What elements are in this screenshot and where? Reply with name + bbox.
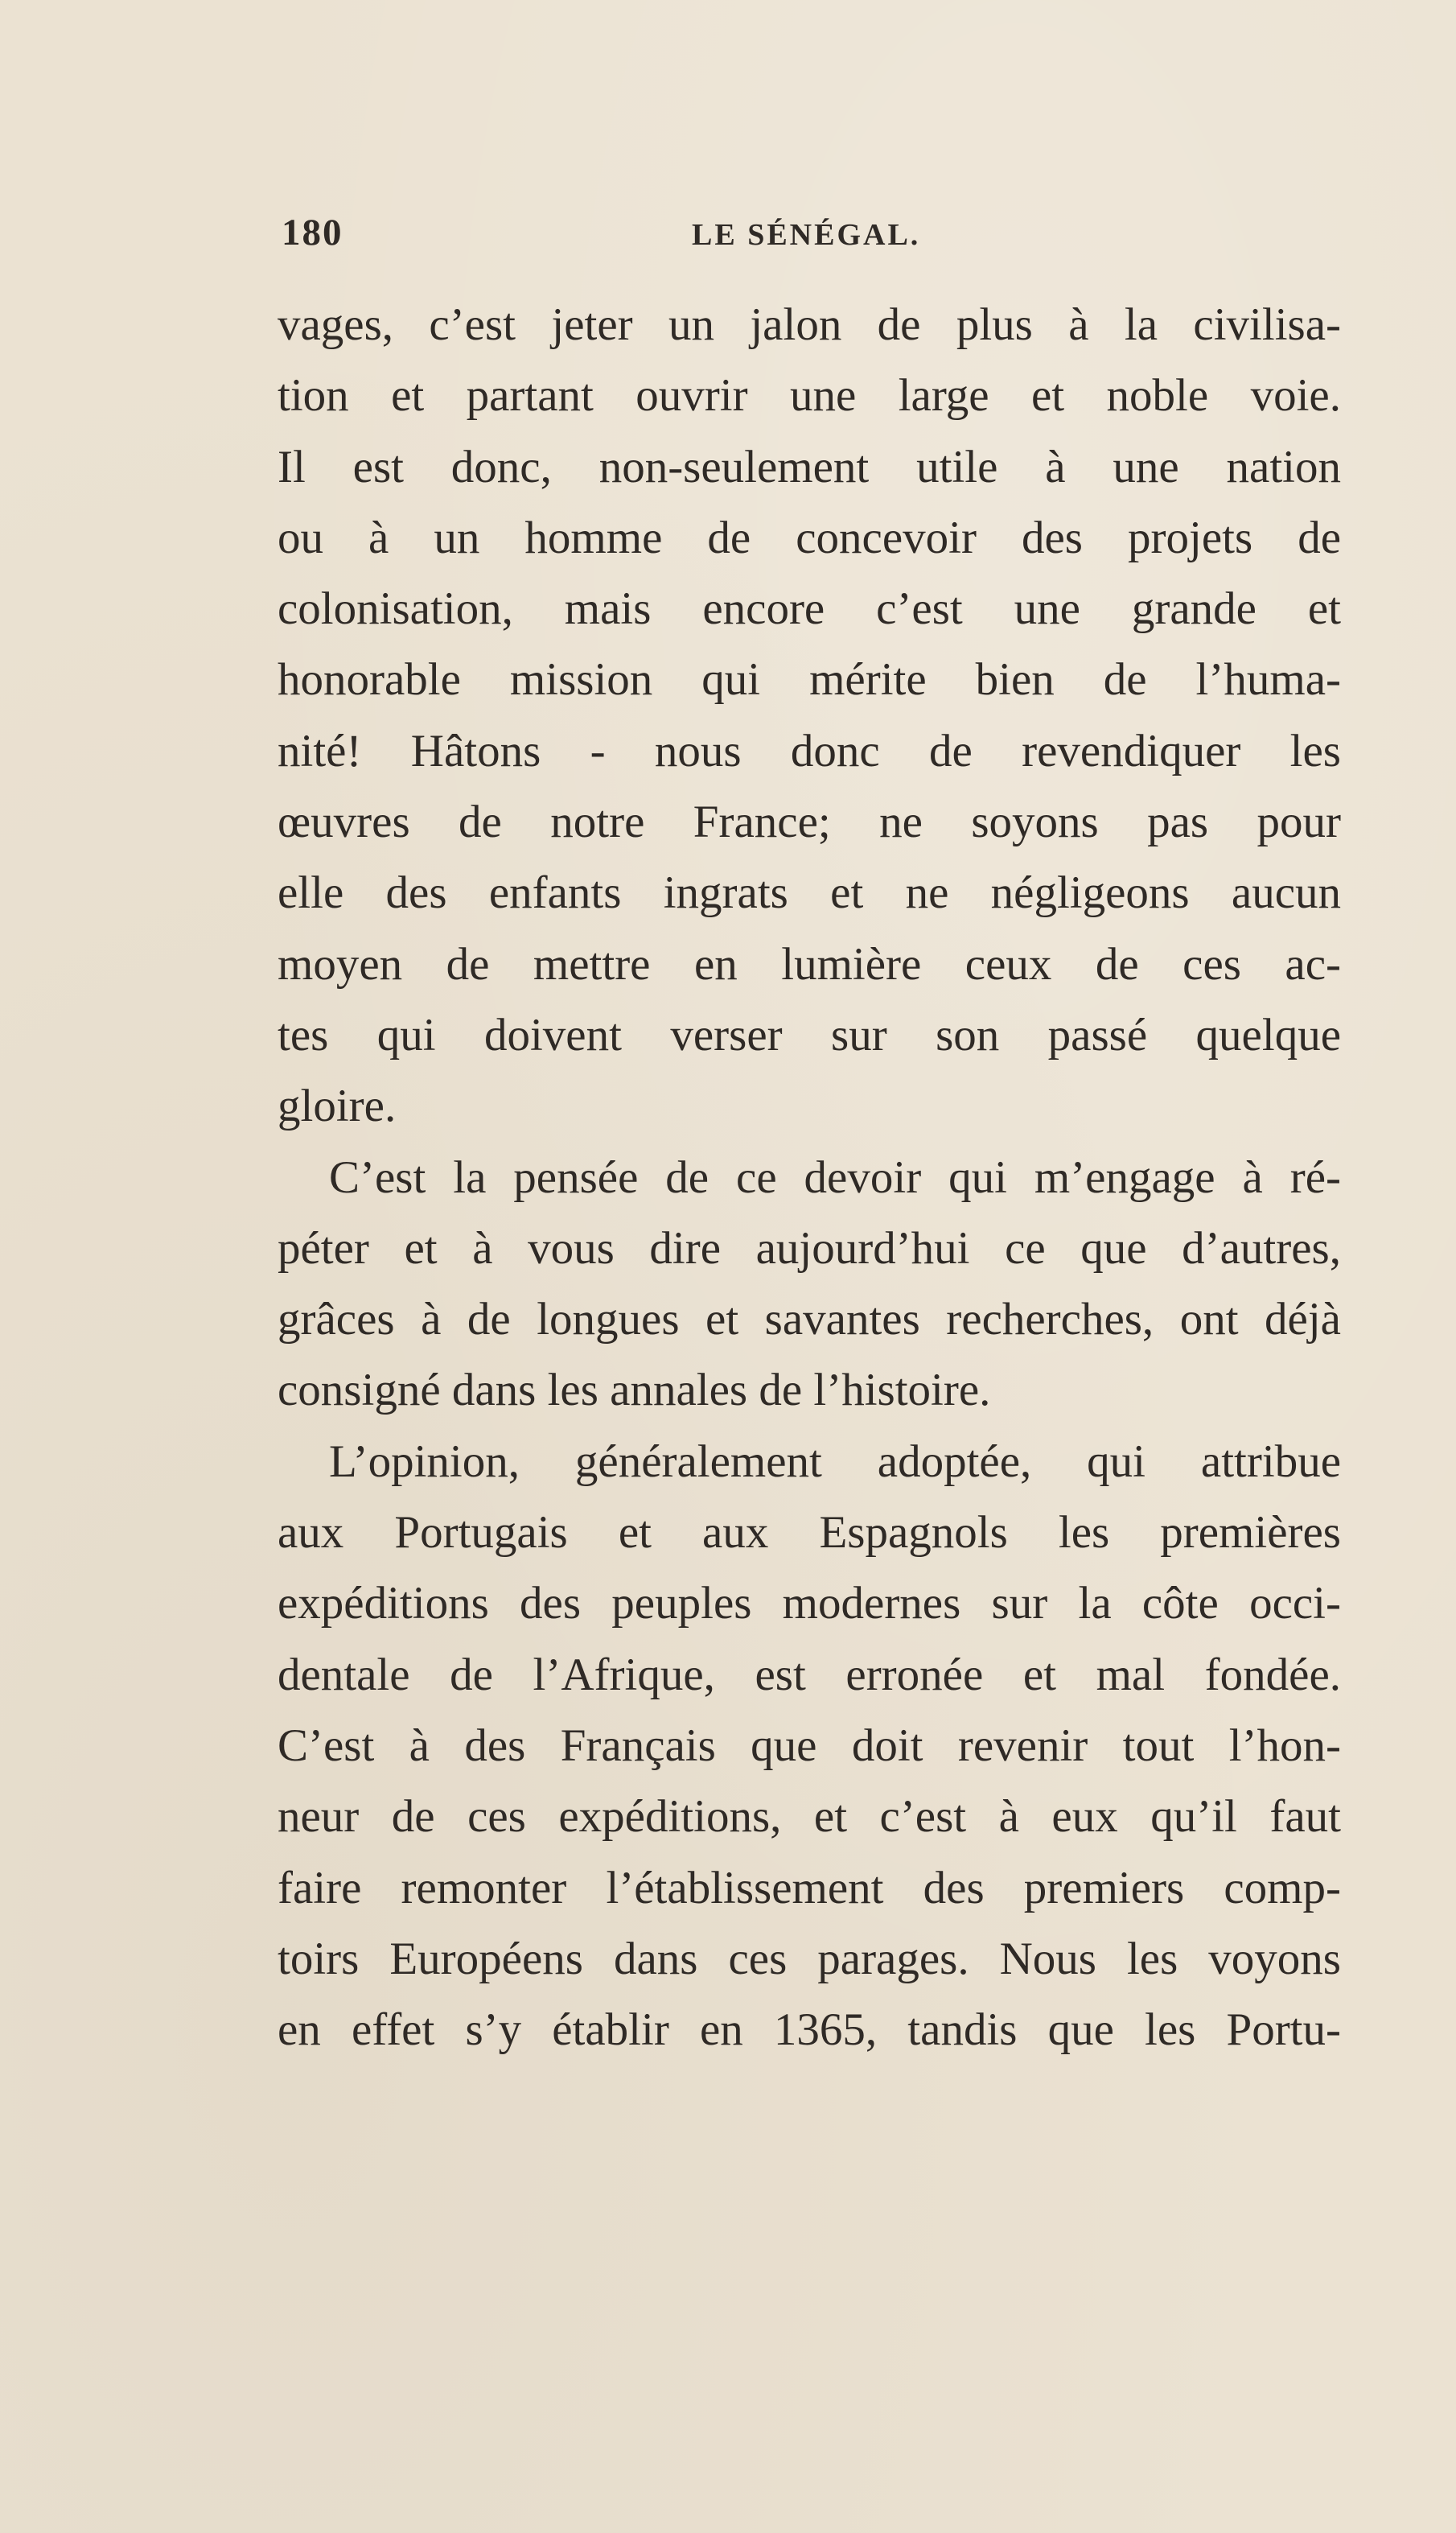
text-line: vages, c’est jeter un jalon de plus à la civilisa- [278, 299, 1341, 350]
text-line: nité! Hâtons - nous donc de revendiquer les [278, 725, 1341, 776]
text-line: tes qui doivent verser sur son passé quelque [278, 1009, 1341, 1061]
running-head [282, 211, 1335, 259]
text-line: C’est à des Français que doit revenir tout l’hon- [278, 1720, 1341, 1771]
page-number: 180 [282, 212, 343, 253]
text-line: C’est la pensée de ce devoir qui m’engage à ré- [329, 1151, 1341, 1203]
text-line: toirs Européens dans ces parages. Nous les voyons [278, 1933, 1341, 1984]
text-line: L’opinion, généralement adoptée, qui attribue [329, 1435, 1341, 1487]
text-line: consigné dans les annales de l’histoire. [278, 1365, 991, 1416]
text-line: péter et à vous dire aujourd’hui ce que d’autres, [278, 1222, 1341, 1274]
text-line: gloire. [278, 1081, 397, 1132]
text-line: colonisation, mais encore c’est une grande et [278, 583, 1341, 635]
text-line: aux Portugais et aux Espagnols les premières [278, 1507, 1341, 1559]
running-head-title: LE SÉNÉGAL. [692, 218, 921, 252]
text-line: expéditions des peuples modernes sur la côte occi- [278, 1578, 1341, 1629]
text-line: faire remonter l’établissement des premiers comp- [278, 1862, 1341, 1913]
text-line: neur de ces expéditions, et c’est à eux qu’il faut [278, 1791, 1341, 1843]
text-line: tion et partant ouvrir une large et noble voie. [278, 370, 1341, 422]
body-text [278, 290, 1341, 2066]
text-line: dentale de l’Afrique, est erronée et mal fondée. [278, 1649, 1341, 1700]
text-line: honorable mission qui mérite bien de l’huma- [278, 654, 1341, 706]
paragraph-3 [278, 1427, 1341, 2066]
paragraph-1 [278, 290, 1341, 1143]
text-line: Il est donc, non-seulement utile à une nation [278, 441, 1341, 492]
text-line: ou à un homme de concevoir des projets de [278, 512, 1341, 563]
paragraph-2 [278, 1143, 1341, 1427]
text-line: œuvres de notre France; ne soyons pas pour [278, 797, 1341, 848]
text-line: elle des enfants ingrats et ne négligeons aucun [278, 867, 1341, 919]
text-line: moyen de mettre en lumière ceux de ces ac- [278, 938, 1341, 990]
text-line: grâces à de longues et savantes recherches, ont déjà [278, 1294, 1341, 1345]
text-line: en effet s’y établir en 1365, tandis que les Portu- [278, 2004, 1341, 2056]
